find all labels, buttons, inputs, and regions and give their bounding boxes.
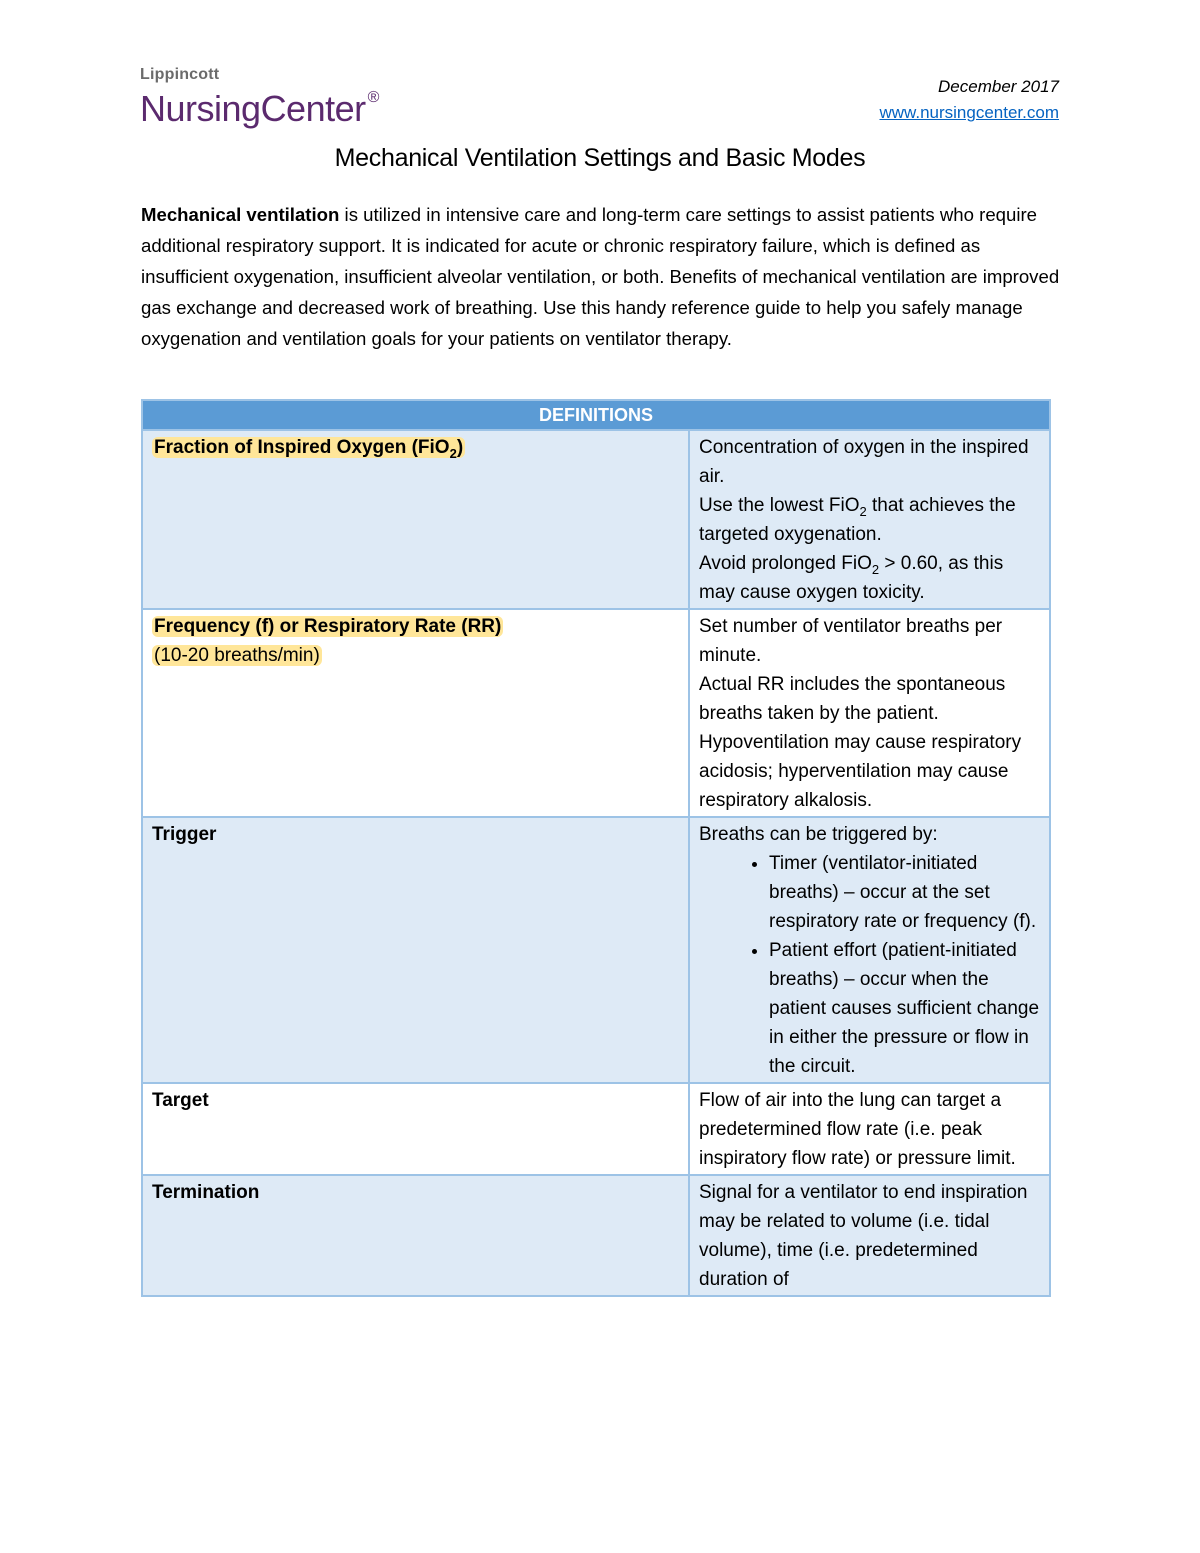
logo-main-text [140,84,379,129]
table-header: DEFINITIONS [142,400,1050,430]
table-row [142,1175,1050,1296]
table-row [142,817,1050,1083]
logo [140,66,379,129]
definition-termination: Signal for a ventilator to end inspiration may be related to volume (i.e. tidal volume), time (i.e. predetermined duration of [689,1175,1050,1296]
term-trigger: Trigger [142,817,689,1083]
logo-main-bold: Nursing [140,88,261,129]
intro-lead: Mechanical ventilation [141,204,340,225]
intro-text: is utilized in intensive care and long-term care settings to assist patients who require additional respiratory support. It is indicated for acute or chronic respiratory failure, which is defined as insufficient oxygenation, insufficient alveolar ventilation, or both. Benefits of mechanical ventilation are improved gas exchange and decreased work of breathing. Use this handy reference guide to help you safely manage oxygenation and ventilation goals for your patients on ventilator therapy. [141,204,1060,349]
definition-trigger: Breaths can be triggered by: • Timer (ventilator-initiated breaths) – occur at the set respiratory rate or frequency (f). • Patient effort (patient-initiated breaths) – occur when the patient causes sufficient change in either the pressure or flow in the circuit. [689,817,1050,1083]
term-frequency-highlight: Frequency (f) or Respiratory Rate (RR) [154,616,502,637]
term-frequency-range: (10-20 breaths/min) [154,645,320,666]
table-row [142,430,1050,609]
term-frequency [142,609,689,817]
header-info [879,74,1059,126]
table-row [142,1083,1050,1175]
definition-fio2: Concentration of oxygen in the inspired air. Use the lowest FiO$_2$ that achieves the targeted oxygenation. Avoid prolonged FiO$_2$ > 0.60, as this may cause oxygen toxicity. [689,430,1050,609]
logo-main-rest: Center [260,88,366,129]
list-item: • Patient effort (patient-initiated breaths) – occur when the patient causes sufficient change in either the pressure or flow in the circuit. [769,936,1040,1081]
list-item: • Timer (ventilator-initiated breaths) – occur at the set respiratory rate or frequency (f). [769,849,1040,936]
definition-target: Flow of air into the lung can target a predetermined flow rate (i.e. peak inspiratory flow rate) or pressure limit. [689,1083,1050,1175]
issue-date: December 2017 [938,77,1059,96]
trigger-list [699,849,1040,1081]
site-link[interactable]: www.nursingcenter.com [879,103,1059,122]
page-title: Mechanical Ventilation Settings and Basic Modes [334,144,866,172]
registered-mark: ® [367,89,379,106]
term-fio2 [142,430,689,609]
term-target: Target [142,1083,689,1175]
term-termination: Termination [142,1175,689,1296]
intro-paragraph [141,199,1061,354]
logo-top-text: Lippincott [140,66,220,83]
definitions-table [141,399,1051,1297]
table-row [142,609,1050,817]
definition-frequency: Set number of ventilator breaths per minute. Actual RR includes the spontaneous breaths taken by the patient. Hypoventilation may cause respiratory acidosis; hyperventilation may cause respiratory alkalosis. [689,609,1050,817]
term-fio2-highlight: Fraction of Inspired Oxygen (FiO$_2$) [154,437,464,461]
